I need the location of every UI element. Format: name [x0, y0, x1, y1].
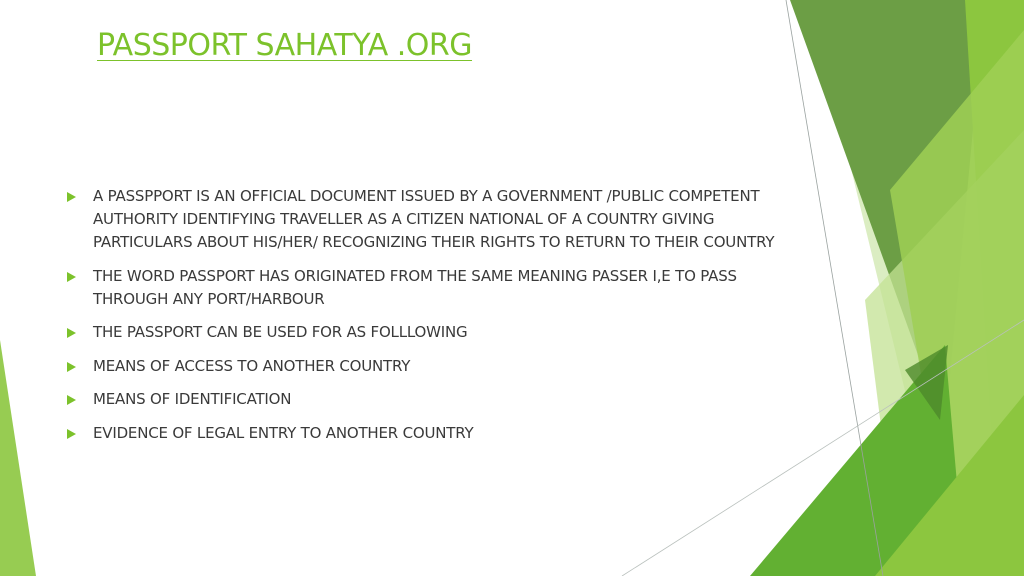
bullet-item [65, 355, 785, 378]
bullet-text: THE WORD PASSPORT HAS ORIGINATED FROM THE SAME MEANING PASSER I,E TO PASS THROUGH ANY PORT/HARBOUR [93, 266, 737, 308]
bullet-item [65, 388, 785, 411]
bullet-text: EVIDENCE OF LEGAL ENTRY TO ANOTHER COUNTRY [93, 423, 474, 442]
triangle-bullet-icon [67, 395, 76, 405]
bullet-item [65, 422, 785, 445]
bullet-item [65, 185, 785, 254]
bullet-list [65, 185, 785, 455]
bullet-item [65, 265, 785, 311]
slide-title: PASSPORT SAHATYA .ORG [97, 28, 473, 63]
bullet-text: A PASSPPORT IS AN OFFICIAL DOCUMENT ISSUED BY A GOVERNMENT /PUBLIC COMPETENT AUTHORITY IDENTIFYING TRAVELLER AS A CITIZEN NATIONAL OF A COUNTRY GIVING PARTICULARS ABOUT HIS/HER/ RECOGNIZING THEIR RIGHTS TO RETURN TO THEIR COUNTRY [93, 187, 775, 251]
triangle-bullet-icon [67, 272, 76, 282]
bullet-item [65, 321, 785, 344]
bullet-text: MEANS OF IDENTIFICATION [93, 390, 292, 408]
left-green-sliver [0, 340, 36, 576]
triangle-bullet-icon [67, 362, 76, 372]
triangle-bullet-icon [67, 192, 76, 202]
bullet-text: THE PASSPORT CAN BE USED FOR AS FOLLLOWING [93, 323, 468, 341]
triangle-bullet-icon [67, 429, 76, 439]
triangle-bullet-icon [67, 328, 76, 338]
bullet-text: MEANS OF ACCESS TO ANOTHER COUNTRY [93, 356, 411, 375]
